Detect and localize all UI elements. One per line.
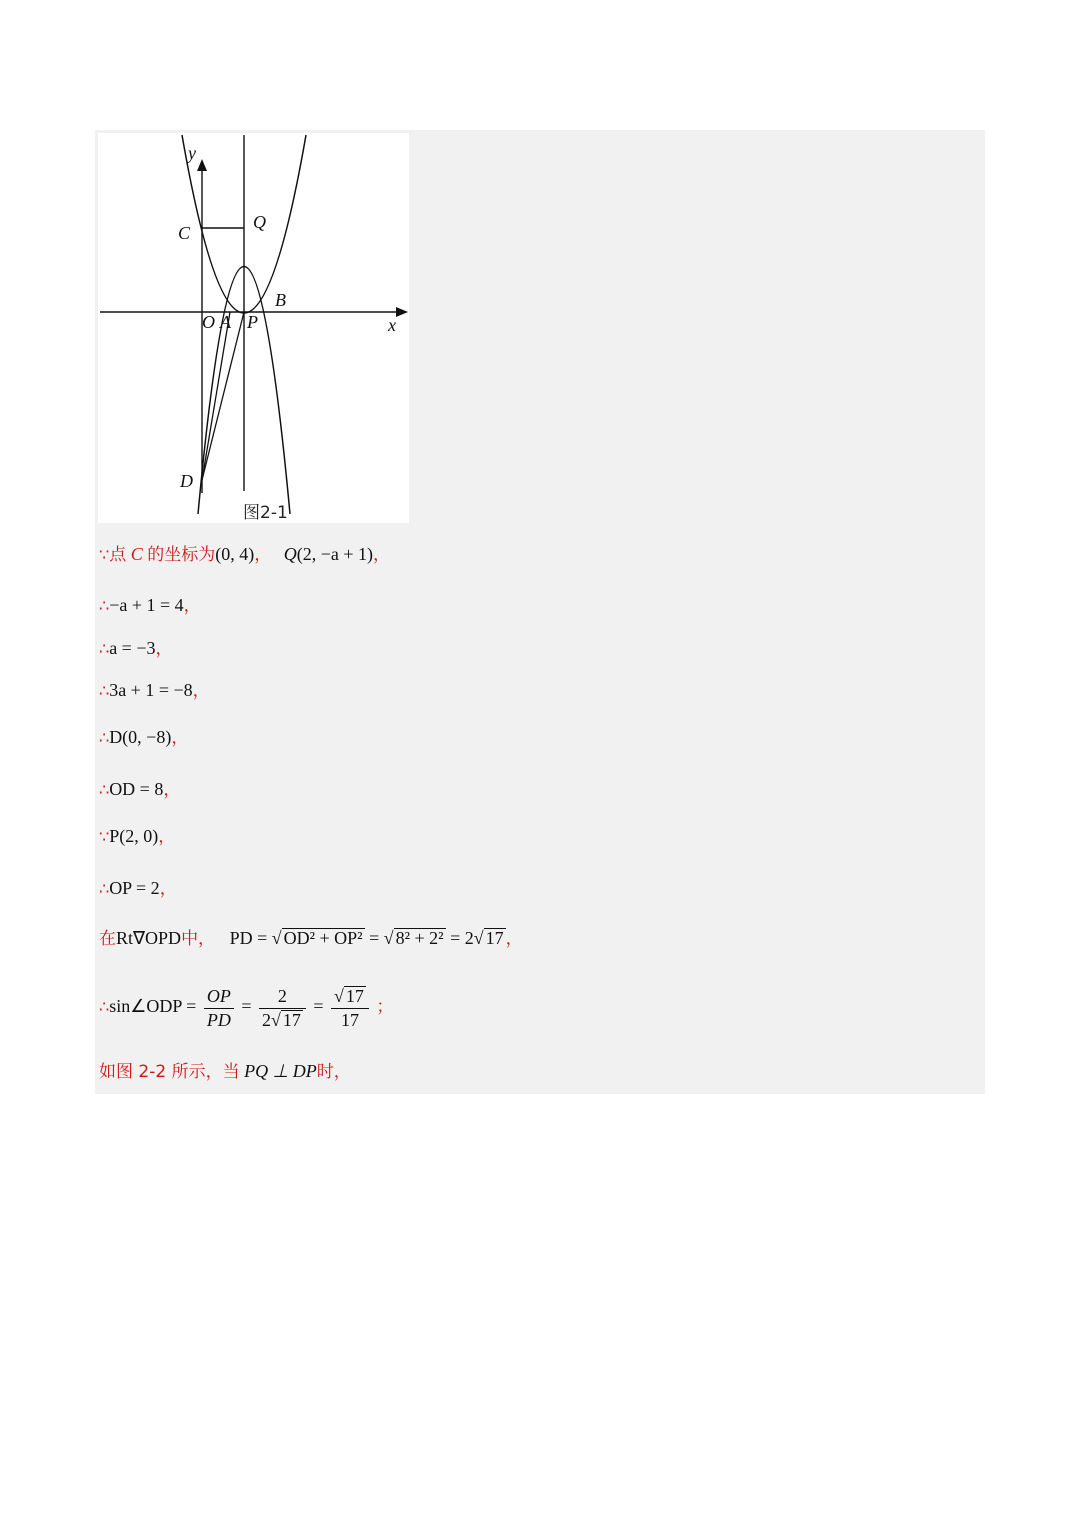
fraction-2-over-2sqrt17: $\frac{2}{2√ 17}$: [259, 985, 306, 1031]
graph-svg: [98, 133, 409, 523]
line-7: ∵P(2, 0)，: [99, 826, 176, 847]
label-d: D: [180, 471, 193, 491]
label-x: x: [388, 315, 396, 335]
label-a: A: [220, 312, 231, 332]
line-3: ∴a = −3，: [99, 638, 173, 659]
line-10: ∴sin∠ODP = $\frac{OP}{PD}$ = $\frac{2}{2√ 17}$ = $\frac{√ 17}{17}$ ；: [99, 986, 394, 1030]
segment-dp: [202, 312, 244, 480]
figure-2-1: [98, 133, 409, 523]
figure-caption: 图2-1: [243, 503, 288, 523]
fraction-sqrt17-over-17: $\frac{√ 17}{17}$: [331, 985, 369, 1031]
x-axis-arrow: [396, 307, 408, 317]
line-11: 如图 2-2 所示，当 PQ ⊥ DP时，: [99, 1061, 351, 1082]
segment-da: [202, 312, 230, 480]
label-b: B: [275, 290, 286, 310]
line-9: 在Rt∇OPD中， PD = √ OD² + OP² = √ 8² + 2² = 2√ 17 ，: [99, 928, 523, 949]
line-6: ∴OD = 8，: [99, 779, 181, 800]
y-axis-arrow: [197, 159, 207, 171]
label-o: O: [202, 312, 215, 332]
label-c: C: [178, 223, 191, 243]
line-1: ∵点 C 的坐标为(0, 4)， Q(2, −a + 1)，: [99, 544, 390, 565]
label-y: y: [188, 143, 196, 163]
fraction-op-pd: $\frac{OP}{PD}$: [204, 985, 234, 1031]
line-2: ∴−a + 1 = 4，: [99, 595, 201, 616]
label-p: P: [247, 312, 258, 332]
line-8: ∴OP = 2，: [99, 878, 177, 899]
line-5: ∴D(0, −8)，: [99, 727, 189, 748]
label-q: Q: [253, 212, 266, 232]
line-4: ∴3a + 1 = −8，: [99, 680, 210, 701]
